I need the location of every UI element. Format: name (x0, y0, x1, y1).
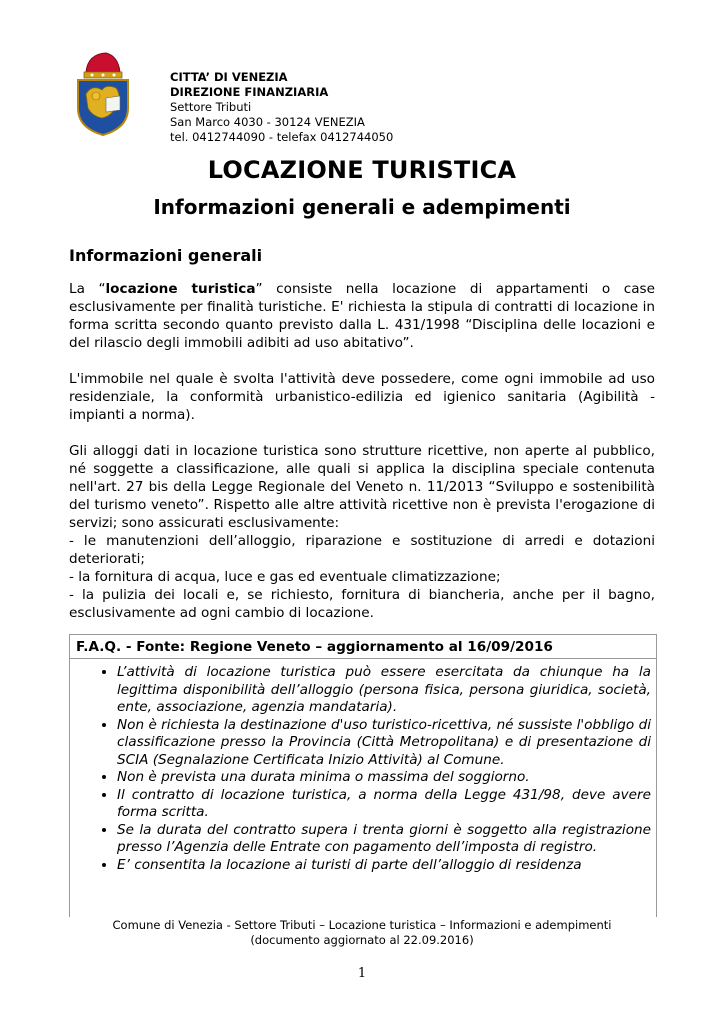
faq-item: • Il contratto di locazione turistica, a norma della Legge 431/98, deve avere forma scritta. (117, 787, 651, 822)
service-item: - la pulizia dei locali e, se richiesto, fornitura di biancheria, anche per il bagno, esclusivamente ad ogni cambio di locazione. (69, 587, 655, 621)
faq-item: • E’ consentita la locazione ai turisti di parte dell’alloggio di residenza (117, 857, 651, 875)
faq-heading: F.A.Q. - Fonte: Regione Veneto – aggiornamento al 16/09/2016 (70, 635, 656, 659)
header-city: CITTA’ DI VENEZIA (170, 70, 288, 84)
section-heading: Informazioni generali (69, 246, 263, 265)
service-item: - le manutenzioni dell’alloggio, riparazione e sostituzione di arredi e dotazioni deteriorati; (69, 533, 655, 567)
faq-item: • Se la durata del contratto supera i trenta giorni è soggetto alla registrazione presso l’Agenzia delle Entrate con pagamento dell’imposta di registro. (117, 822, 651, 857)
document-body (69, 280, 655, 622)
header-department: DIREZIONE FINANZIARIA (170, 85, 329, 99)
faq-item: • Non è richiesta la destinazione d'uso turistico-ricettiva, né sussiste l'obbligo di classificazione presso la Provincia (Città Metropolitana) e di presentazione di SCIA (Segnalazione Certificata Inizio Attività) al Comune. (117, 717, 651, 770)
faq-box (69, 634, 657, 917)
paragraph-text: ” consiste nella locazione di appartamenti o case esclusivamente per finalità turistiche. E' richiesta la stipula di contratti di locazione in forma scritta secondo quanto previsto dalla L. 431/1998 “Disciplina delle locazioni e del rilascio degli immobili adibiti ad uso abitativo”. (69, 281, 655, 351)
venezia-coat-of-arms-logo (72, 50, 134, 136)
issuer-header (170, 70, 393, 145)
paragraph-text: La “ (69, 281, 106, 297)
bold-term: locazione turistica (105, 281, 256, 297)
service-item: - la fornitura di acqua, luce e gas ed eventuale climatizzazione; (69, 569, 501, 585)
footer-date: (documento aggiornato al 22.09.2016) (250, 933, 474, 947)
faq-list (70, 664, 656, 874)
paragraph-rules (69, 442, 655, 622)
faq-item: • Non è prevista una durata minima o massima del soggiorno. (117, 769, 651, 787)
page-footer (0, 918, 724, 948)
footer-line: Comune di Venezia - Settore Tributi – Locazione turistica – Informazioni e adempimenti (112, 918, 612, 932)
paragraph-requirements: L'immobile nel quale è svolta l'attività deve possedere, come ogni immobile ad uso residenziale, la conformità urbanistico-edilizia ed igienico sanitaria (Agibilità - impianti a norma). (69, 371, 655, 423)
document-subtitle: Informazioni generali e adempimenti (153, 195, 571, 219)
document-title: LOCAZIONE TURISTICA (207, 156, 517, 184)
faq-item: • L’attività di locazione turistica può essere esercitata da chiunque ha la legittima disponibilità dell’alloggio (persona fisica, persona giuridica, società, ente, associazione, agenzia mandataria). (117, 664, 651, 717)
page-number: 1 (357, 966, 367, 981)
header-address: San Marco 4030 - 30124 VENEZIA (170, 115, 365, 129)
paragraph-text: Gli alloggi dati in locazione turistica sono strutture ricettive, non aperte al pubblico, né soggette a classificazione, alle quali si applica la disciplina speciale contenuta nell'art. 27 bis della Legge Regionale del Veneto n. 11/2013 “Sviluppo e sostenibilità del turismo veneto”. Rispetto alle altre attività ricettive non è prevista l'erogazione di servizi; sono assicurati esclusivamente: (69, 443, 655, 531)
paragraph-definition (69, 280, 655, 352)
header-phone: tel. 0412744090 - telefax 0412744050 (170, 130, 394, 144)
header-office: Settore Tributi (170, 100, 252, 114)
